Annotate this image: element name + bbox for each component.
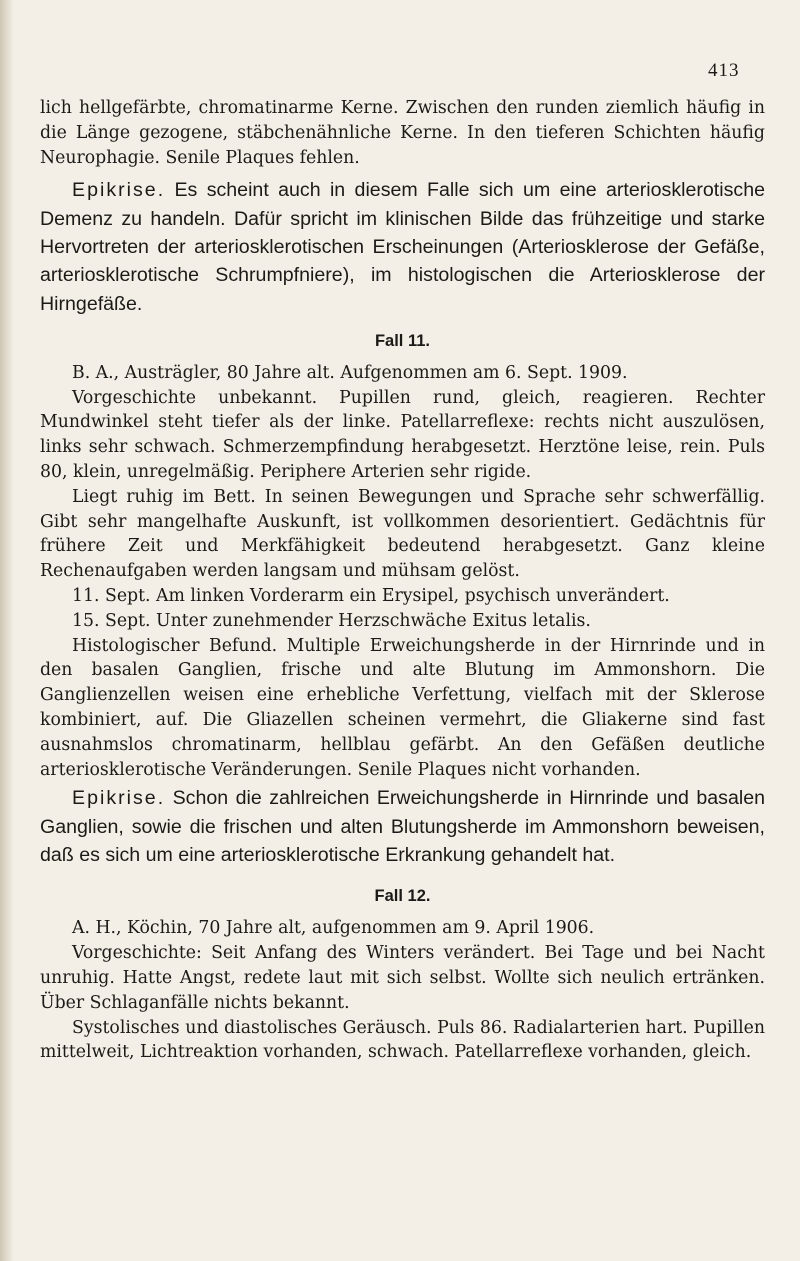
epikrise-label: Epikrise.	[72, 179, 166, 202]
epikrise-text: Schon die zahlreichen Erweichungsherde in Hirnrinde und basalen Ganglien, sowie die frischen und alten Blutungsherde im Ammonshorn beweisen, daß es sich um eine arteriosklerotische Erkrankung gehandelt hat.	[40, 787, 765, 867]
case-11-histology: Histologischer Befund. Multiple Erweichungsherde in der Hirnrinde und in den basalen Ganglien, frische und alte Blutung im Ammonshorn. Die Ganglienzellen weisen eine erhebliche Verfettung, vielfach mit der Sklerose kombiniert, auf. Die Gliazellen scheinen vermehrt, die Gliakerne sind fast ausnahmslos chromatinarm, hellblau gefärbt. An den Gefäßen deutliche arteriosklerotische Veränderungen. Senile Plaques nicht vorhanden.	[40, 635, 765, 780]
paragraph-epikrise-10	[40, 176, 765, 317]
case-heading-12: Fall 12.	[374, 887, 431, 906]
page-number: 413	[708, 60, 740, 81]
case-12-status: Systolisches und diastolisches Geräusch. Puls 86. Radialarterien hart. Pupillen mittelweit, Lichtreaktion vorhanden, schwach. Patellarreflexe vorhanden, gleich.	[40, 1017, 765, 1063]
case-heading-11: Fall 11.	[374, 331, 431, 350]
paragraph-epikrise-11	[40, 784, 765, 869]
case-11-sept-15: 15. Sept. Unter zunehmender Herzschwäche Exitus letalis.	[72, 610, 591, 631]
case-11-patient: B. A., Austrägler, 80 Jahre alt. Aufgenommen am 6. Sept. 1909.	[72, 362, 628, 383]
epikrise-text: Es scheint auch in diesem Falle sich um eine arteriosklerotische Demenz zu handeln. Dafür spricht im klinischen Bilde das frühzeitige und starke Hervortreten der arteriosklerotischen Erscheinungen (Arteriosklerose der Gefäße, arteriosklerotische Schrumpfniere), im histologischen die Arteriosklerose der Hirngefäße.	[40, 179, 765, 315]
case-11-history: Vorgeschichte unbekannt. Pupillen rund, gleich, reagieren. Rechter Mundwinkel steht tiefer als der linke. Patellarreflexe: rechts nicht auszulösen, links sehr schwach. Schmerzempfindung herabgesetzt. Herztöne leise, rein. Puls 80, klein, unregelmäßig. Periphere Arterien sehr rigide.	[40, 387, 765, 483]
page-body	[40, 96, 765, 1065]
case-12-history: Vorgeschichte: Seit Anfang des Winters verändert. Bei Tage und bei Nacht unruhig. Hatte Angst, redete laut mit sich selbst. Wollte sich neulich ertränken. Über Schlaganfälle nichts bekannt.	[40, 943, 765, 1013]
paragraph-continuation: lich hellgefärbte, chromatinarme Kerne. Zwischen den runden ziemlich häufig in die Länge gezogene, stäbchenähnliche Kerne. In den tieferen Schichten häufig Neurophagie. Senile Plaques fehlen.	[40, 98, 765, 168]
case-12-patient: A. H., Köchin, 70 Jahre alt, aufgenommen am 9. April 1906.	[72, 918, 595, 939]
epikrise-label: Epikrise.	[72, 787, 166, 810]
case-11-status: Liegt ruhig im Bett. In seinen Bewegungen und Sprache sehr schwerfällig. Gibt sehr mangelhafte Auskunft, ist vollkommen desorientiert. Gedächtnis für frühere Zeit und Merkfähigkeit bedeutend herabgesetzt. Ganz kleine Rechenaufgaben werden langsam und mühsam gelöst.	[40, 486, 765, 582]
case-11-sept-11: 11. Sept. Am linken Vorderarm ein Erysipel, psychisch unverändert.	[72, 586, 670, 607]
page-spine-shadow	[0, 0, 14, 1261]
